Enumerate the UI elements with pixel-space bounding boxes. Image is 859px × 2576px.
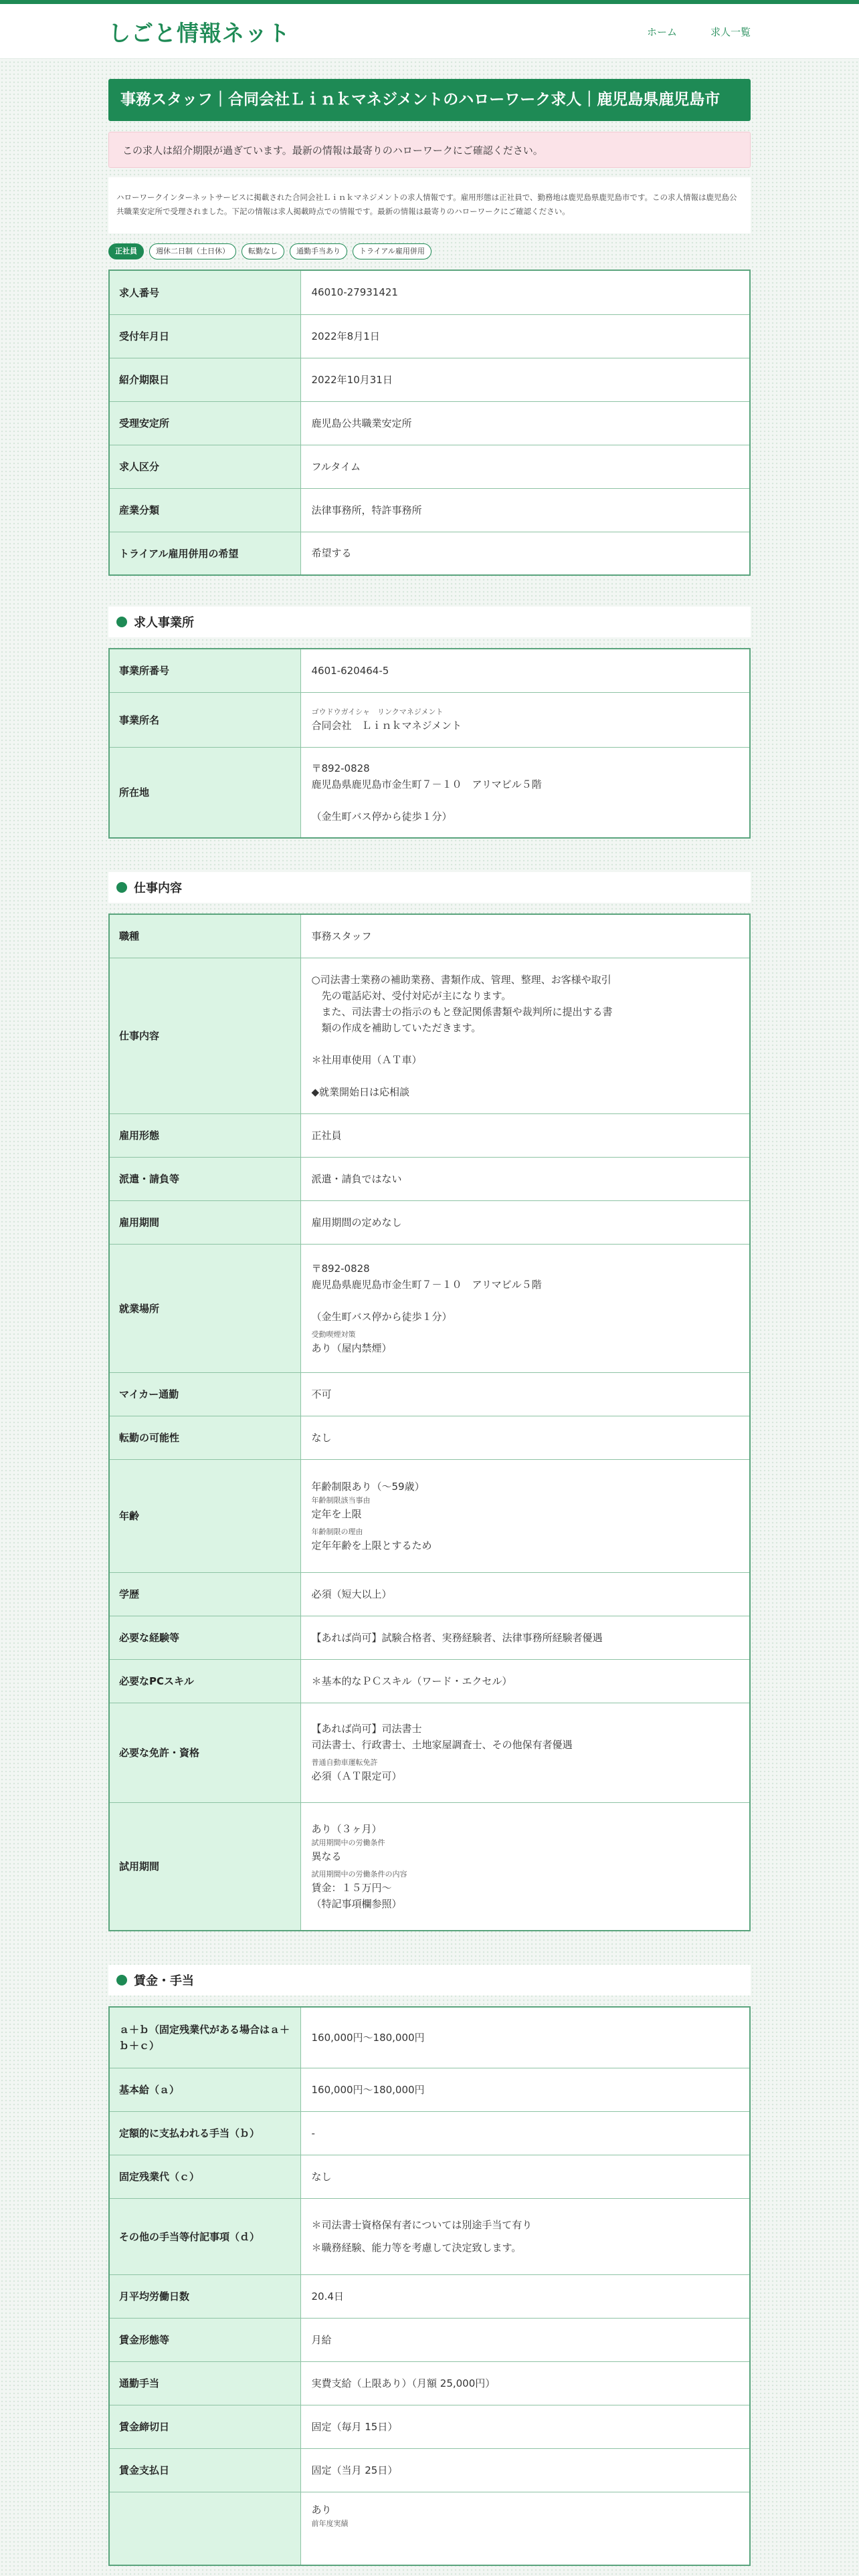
table-row <box>109 914 750 958</box>
probation-detail-label: 試用期間中の労働条件の内容 <box>311 1869 407 1879</box>
age-value: 年齢制限あり（～59歳） <box>311 1480 425 1493</box>
payday-value: 固定（当月 25日） <box>300 2448 750 2492</box>
table-row <box>109 692 750 747</box>
nav-home-link[interactable]: ホーム <box>646 25 677 38</box>
table-row <box>109 445 750 488</box>
tag-list <box>108 243 751 260</box>
education-value: 必須（短大以上） <box>300 1572 750 1616</box>
table-row <box>109 1703 750 1802</box>
tag-trial: トライアル雇用併用 <box>353 243 432 259</box>
job-content-line: 類の作成を補助していただきます。 <box>311 1021 482 1034</box>
intro-text: ハローワークインターネットサービスに掲載された合同会社Ｌｉｎｋマネジメントの求人情報です。雇用形態は正社員で、勤務地は鹿児島県鹿児島市です。この求人情報は鹿児島公共職業安定所で受理されました。下記の情報は求人掲載時点での情報です。最新の情報は最寄りのハローワークにご確認ください。 <box>108 177 751 233</box>
job-content-line: ○司法書士業務の補助業務、書類作成、管理、整理、お客様や取引 <box>311 973 611 986</box>
job-content-line: また、司法書士の指示のもと登記関係書類や裁判所に提出する書 <box>311 1005 613 1018</box>
trial-value: 希望する <box>300 532 750 575</box>
age-reason-label: 年齢制限の理由 <box>311 1527 363 1536</box>
probation-value: あり（３ヶ月） <box>311 1822 382 1835</box>
table-row <box>109 958 750 1113</box>
workplace-zip: 〒892-0828 <box>311 1262 370 1275</box>
row-label: 年齢 <box>109 1459 300 1572</box>
category-value: フルタイム <box>300 445 750 488</box>
row-label: 賃金形態等 <box>109 2318 300 2361</box>
received-date-value: 2022年8月1日 <box>300 314 750 358</box>
row-label: 必要な経験等 <box>109 1616 300 1659</box>
table-row <box>109 649 750 692</box>
basic-info-table <box>108 270 751 576</box>
row-label: その他の手当等付記事項（ｄ） <box>109 2198 300 2274</box>
table-row <box>109 1572 750 1616</box>
fixed-overtime-value: なし <box>300 2155 750 2198</box>
table-row <box>109 1459 750 1572</box>
period-value: 雇用期間の定めなし <box>300 1200 750 1244</box>
row-label: 紹介期限日 <box>109 358 300 401</box>
employer-name-value: 合同会社 Ｌｉｎｋマネジメント <box>311 719 462 732</box>
table-row <box>109 1616 750 1659</box>
raise-sub: 前年度実績 <box>311 2518 349 2528</box>
row-label: 仕事内容 <box>109 958 300 1113</box>
age-case-label: 年齢制限該当事由 <box>311 1495 371 1505</box>
employment-value: 正社員 <box>300 1113 750 1157</box>
table-row <box>109 1157 750 1200</box>
probation-cond-label: 試用期間中の労働条件 <box>311 1838 385 1847</box>
row-label: 派遣・請負等 <box>109 1157 300 1200</box>
office-value: 鹿児島公共職業安定所 <box>300 401 750 445</box>
table-row <box>109 2361 750 2405</box>
row-label <box>109 2492 300 2565</box>
probation-cell <box>300 1802 750 1931</box>
probation-detail-line: 賃金：１５万円～ <box>311 1881 392 1894</box>
row-label: 試用期間 <box>109 1802 300 1931</box>
row-label: 通勤手当 <box>109 2361 300 2405</box>
job-number-value: 46010-27931421 <box>300 270 750 314</box>
tag-commute: 通勤手当あり <box>290 243 347 259</box>
section-bullet-icon <box>116 617 127 627</box>
other-allowance-line: ＊職務経験、能力等を考慮して決定致します。 <box>311 2242 522 2254</box>
table-row <box>109 314 750 358</box>
table-row <box>109 488 750 532</box>
work-days-value: 20.4日 <box>300 2274 750 2318</box>
row-label: 必要な免許・資格 <box>109 1703 300 1802</box>
probation-cond-value: 異なる <box>311 1850 342 1862</box>
car-value: 不可 <box>300 1372 750 1416</box>
dispatch-value: 派遣・請負ではない <box>300 1157 750 1200</box>
section-title-employer <box>108 607 751 637</box>
table-row <box>109 747 750 838</box>
row-label: ａ＋ｂ（固定残業代がある場合はａ＋ｂ＋ｃ） <box>109 2007 300 2068</box>
row-label: 月平均労働日数 <box>109 2274 300 2318</box>
license-cell <box>300 1703 750 1802</box>
section-title-job <box>108 872 751 903</box>
table-row <box>109 532 750 575</box>
job-content-note: ＊社用車使用（ＡＴ車） <box>311 1053 422 1066</box>
employer-number-value: 4601-620464-5 <box>300 649 750 692</box>
row-label: 職種 <box>109 914 300 958</box>
other-allowance-line: ＊司法書士資格保有者については別途手当て有り <box>311 2219 533 2231</box>
license-line: 【あれば尚可】司法書士 <box>311 1723 422 1735</box>
table-row <box>109 2068 750 2111</box>
workplace-access: （金生町バス停から徒歩１分） <box>311 1310 452 1323</box>
table-row <box>109 1659 750 1703</box>
table-row <box>109 401 750 445</box>
table-row <box>109 2405 750 2448</box>
row-label: 賃金支払日 <box>109 2448 300 2492</box>
other-allowance-cell <box>300 2198 750 2274</box>
base-pay-value: 160,000円〜180,000円 <box>300 2068 750 2111</box>
raise-cell <box>300 2492 750 2565</box>
experience-value: 【あれば尚可】試験合格者、実務経験者、法律事務所経験者優遇 <box>300 1616 750 1659</box>
job-content-note: ◆就業開始日は応相談 <box>311 1085 410 1098</box>
job-table <box>108 914 751 1931</box>
transfer-value: なし <box>300 1416 750 1459</box>
row-label: マイカー通勤 <box>109 1372 300 1416</box>
row-label: 固定残業代（ｃ） <box>109 2155 300 2198</box>
table-row <box>109 2007 750 2068</box>
tag-holiday: 週休二日制（土日休） <box>149 243 236 259</box>
row-label: 就業場所 <box>109 1244 300 1372</box>
row-label: 定額的に支払われる手当（ｂ） <box>109 2111 300 2155</box>
table-row <box>109 1113 750 1157</box>
nav-job-list-link[interactable]: 求人一覧 <box>710 25 751 38</box>
employer-table <box>108 648 751 839</box>
row-label: 産業分類 <box>109 488 300 532</box>
job-content-line: 先の電話応対、受付対応が主になります。 <box>311 989 512 1002</box>
closing-day-value: 固定（毎月 15日） <box>300 2405 750 2448</box>
expired-alert: この求人は紹介期限が過ぎています。最新の情報は最寄りのハローワークにご確認ください。 <box>108 132 751 168</box>
row-label: 基本給（ａ） <box>109 2068 300 2111</box>
smoke-label: 受動喫煙対策 <box>311 1329 356 1339</box>
table-row <box>109 2198 750 2274</box>
row-label: 雇用形態 <box>109 1113 300 1157</box>
address-zip: 〒892-0828 <box>311 762 370 774</box>
raise-value: あり <box>311 2503 332 2516</box>
table-row <box>109 1244 750 1372</box>
site-header <box>0 4 859 59</box>
table-row <box>109 2111 750 2155</box>
table-row <box>109 1200 750 1244</box>
commute-value: 実費支給（上限あり）（月額 25,000円） <box>300 2361 750 2405</box>
workplace-cell <box>300 1244 750 1372</box>
table-row <box>109 2155 750 2198</box>
row-label: 事業所番号 <box>109 649 300 692</box>
site-logo-title[interactable]: しごと情報ネット <box>108 19 290 46</box>
pc-skill-value: ＊基本的なＰＣスキル（ワード・エクセル） <box>300 1659 750 1703</box>
employer-name-kana: ゴウドウガイシャ リンクマネジメント <box>311 707 444 716</box>
license-car-label: 普通自動車運転免許 <box>311 1758 378 1767</box>
address-line: 鹿児島県鹿児島市金生町７－１０ アリマビル５階 <box>311 778 542 790</box>
industry-value: 法律事務所，特許事務所 <box>300 488 750 532</box>
tag-no-transfer: 転勤なし <box>242 243 284 259</box>
deadline-value: 2022年10月31日 <box>300 358 750 401</box>
workplace-line: 鹿児島県鹿児島市金生町７－１０ アリマビル５階 <box>311 1278 542 1291</box>
wage-form-value: 月給 <box>300 2318 750 2361</box>
license-car-value: 必須（ＡＴ限定可） <box>311 1770 402 1782</box>
row-label: 必要なPCスキル <box>109 1659 300 1703</box>
row-label: 受付年月日 <box>109 314 300 358</box>
employer-address-cell <box>300 747 750 838</box>
probation-detail-line: （特記事項欄参照） <box>311 1897 402 1910</box>
row-label: 学歴 <box>109 1572 300 1616</box>
table-row <box>109 358 750 401</box>
row-label: 事業所名 <box>109 692 300 747</box>
row-label: 受理安定所 <box>109 401 300 445</box>
table-row <box>109 1802 750 1931</box>
table-row <box>109 2274 750 2318</box>
row-label: 所在地 <box>109 747 300 838</box>
row-label: 求人区分 <box>109 445 300 488</box>
wage-table <box>108 2006 751 2566</box>
table-row <box>109 2448 750 2492</box>
table-row <box>109 1416 750 1459</box>
row-label: 求人番号 <box>109 270 300 314</box>
section-title-text: 賃金・手当 <box>134 1974 194 1988</box>
age-reason-value: 定年年齢を上限とするため <box>311 1539 432 1551</box>
section-bullet-icon <box>116 882 127 893</box>
section-title-text: 仕事内容 <box>134 881 182 895</box>
employer-name-cell <box>300 692 750 747</box>
smoke-value: あり（屋内禁煙） <box>311 1341 392 1354</box>
tag-employment: 正社員 <box>108 243 144 259</box>
row-label: トライアル雇用併用の希望 <box>109 532 300 575</box>
page-title: 事務スタッフ｜合同会社Ｌｉｎｋマネジメントのハローワーク求人｜鹿児島県鹿児島市 <box>108 79 751 121</box>
main-nav <box>613 25 751 39</box>
section-title-text: 求人事業所 <box>134 616 194 630</box>
license-line: 司法書士、行政書士、土地家屋調査士、その他保有者優遇 <box>311 1739 573 1751</box>
table-row <box>109 270 750 314</box>
address-access: （金生町バス停から徒歩１分） <box>311 810 452 823</box>
section-title-wage <box>108 1965 751 1996</box>
job-content-cell <box>300 958 750 1113</box>
table-row <box>109 1372 750 1416</box>
age-case-value: 定年を上限 <box>311 1507 362 1520</box>
table-row <box>109 2318 750 2361</box>
row-label: 雇用期間 <box>109 1200 300 1244</box>
section-bullet-icon <box>116 1975 127 1985</box>
row-label: 転勤の可能性 <box>109 1416 300 1459</box>
age-cell <box>300 1459 750 1572</box>
job-title-value: 事務スタッフ <box>300 914 750 958</box>
row-label: 賃金締切日 <box>109 2405 300 2448</box>
fixed-allowance-value: - <box>300 2111 750 2155</box>
wage-ab-value: 160,000円〜180,000円 <box>300 2007 750 2068</box>
table-row <box>109 2492 750 2565</box>
